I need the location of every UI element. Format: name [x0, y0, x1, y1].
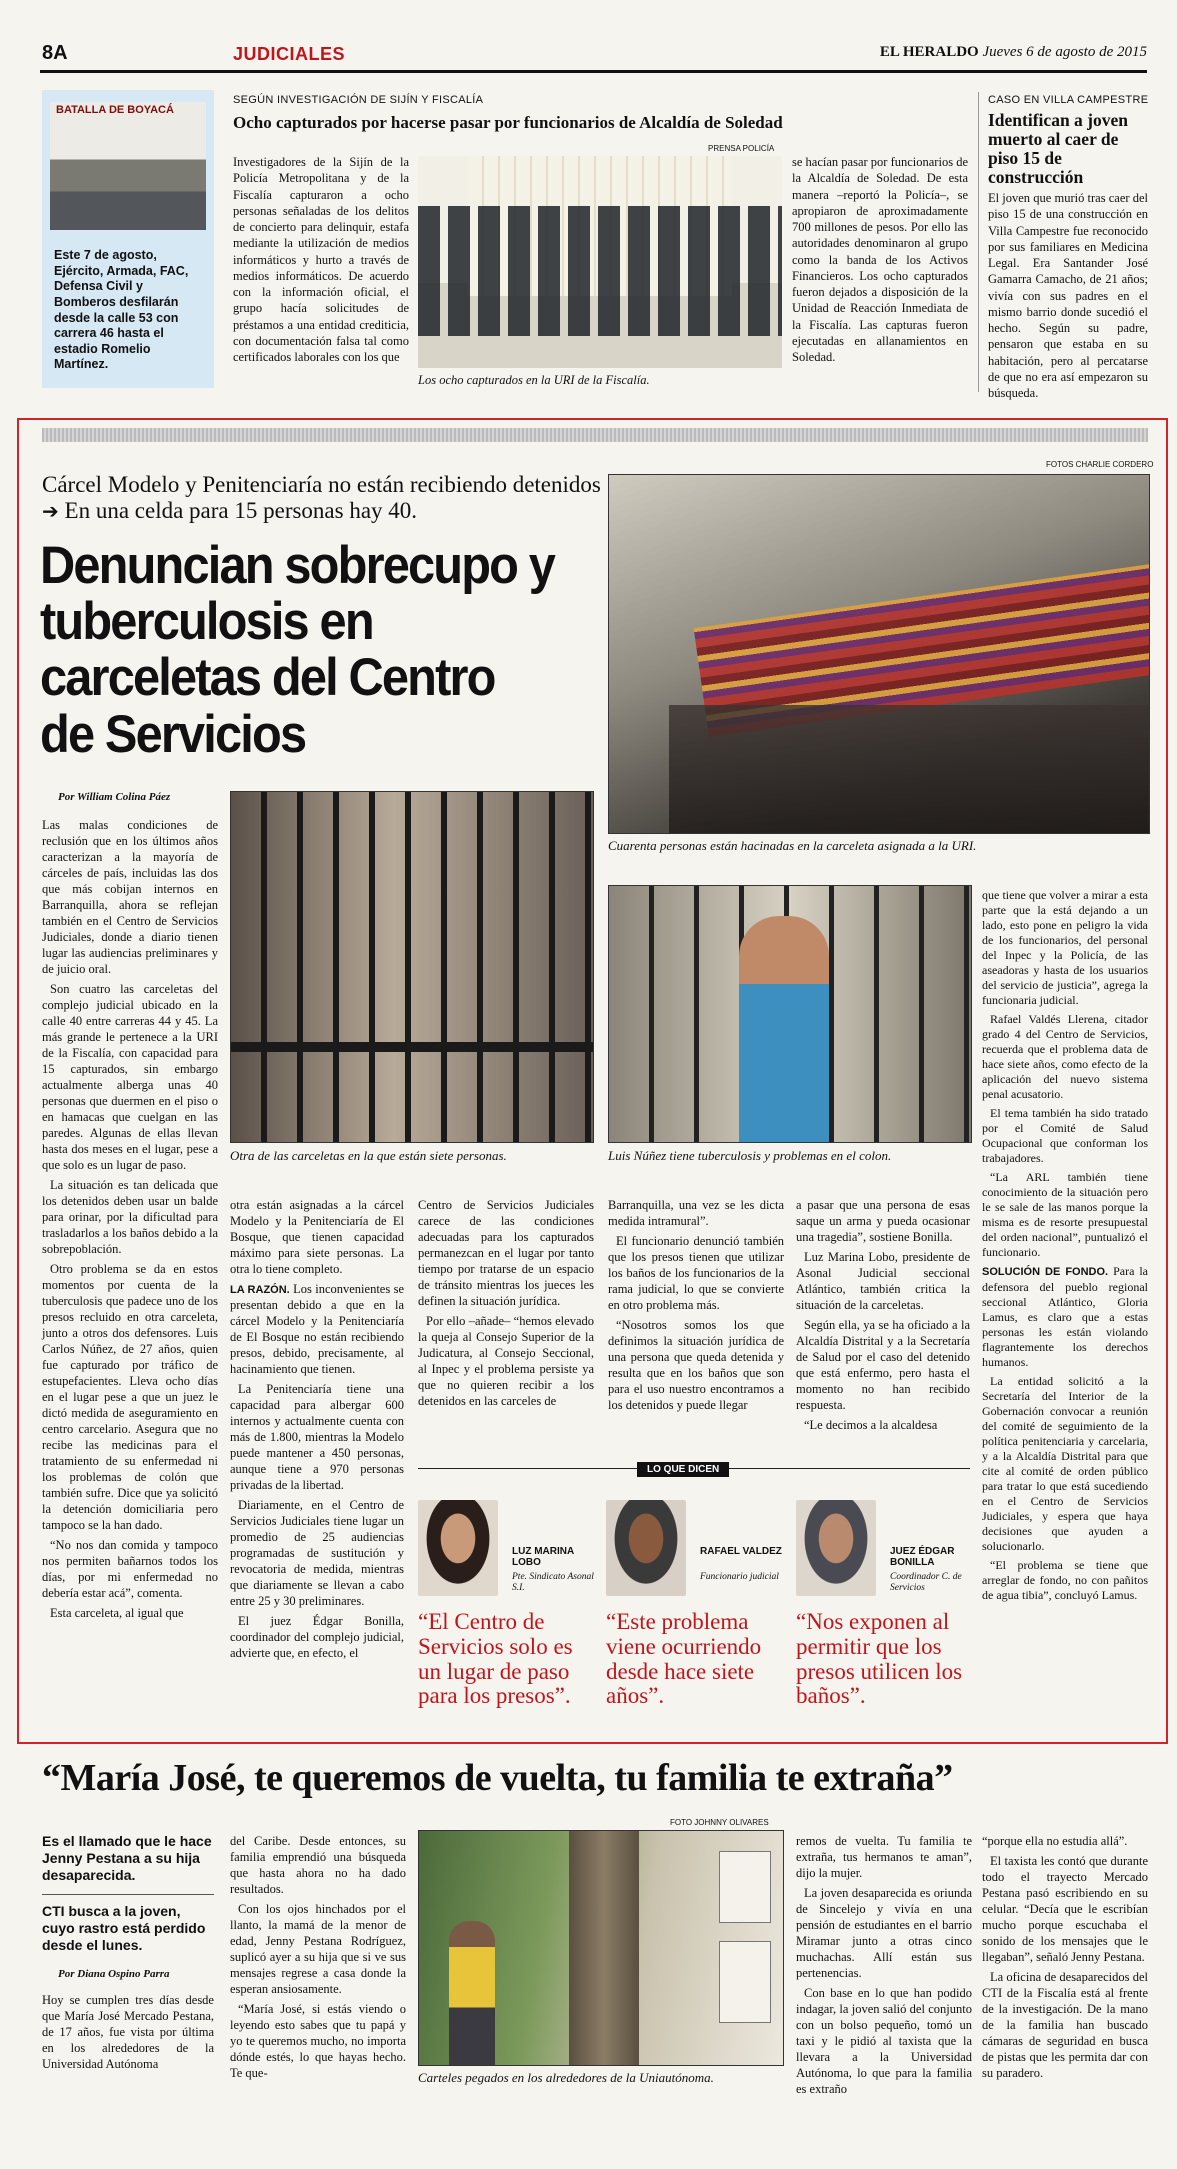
crowd-shadow — [669, 705, 1149, 833]
main-col6 — [982, 888, 1148, 1607]
paragraph: “No nos dan comida y tampoco nos permiten bañarnos todos los días, por mi enfermedad no debería estar acá”, comenta. — [42, 1538, 218, 1600]
paragraph — [982, 1264, 1148, 1370]
masked-caption: Luis Núñez tiene tuberculosis y problemas en el colon. — [608, 1148, 892, 1163]
bottom-photo-credit: FOTO JOHNNY OLIVARES — [670, 1818, 769, 1827]
paragraph: La joven desaparecida es oriunda de Sincelejo y vivía en una pensión de estudiantes en el barrio Miramar junto a otras cinco muchachas. Allí están sus pertenencias. — [796, 1886, 972, 1980]
issue-date: Jueves 6 de agosto de 2015 — [982, 44, 1147, 60]
bottom-lead1: Es el llamado que le hace Jenny Pestana a su hija desaparecida. — [42, 1833, 212, 1883]
paragraph: Centro de Servicios Judiciales carece de las condiciones adecuadas para los capturados permanezcan en el lugar por tanto tiempo por tratarse de un espacio de tránsito mientras los jueces les definen la situación jurídica. — [418, 1198, 594, 1308]
quote-name: JUEZ ÉDGAR BONILLA — [890, 1546, 955, 1568]
paragraph: otra están asignadas a la cárcel Modelo y la Penitenciaría de El Bosque, que tienen capacidad máximo para siete personas. La otra lo tiene completo. — [230, 1198, 404, 1276]
bottom-col1: Hoy se cumplen tres días desde que María José Mercado Pestana, de 17 años, fue vista por última en los alrededores de la Universidad Autónoma — [42, 1993, 214, 2071]
prisoner-figure — [739, 916, 829, 1142]
quote-name: LUZ MARINA LOBO — [512, 1546, 574, 1568]
bottom-col4 — [982, 1833, 1148, 2085]
section-lead: SOLUCIÓN DE FONDO. — [982, 1266, 1109, 1278]
lo-que-dicen-label: LO QUE DICEN — [637, 1462, 729, 1477]
paragraph: “La ARL también tiene conocimiento de la situación pero le se sale de las manos porque la misma es de resorte presupuestal del orden nacional”, puntualizó el funcionario. — [982, 1170, 1148, 1259]
main-photo-credit: FOTOS CHARLIE CORDERO — [1046, 460, 1154, 469]
paragraph: Con base en lo que han podido indagar, la joven salió del conjunto con un bolso pequeño, tomó un taxi y le pidió al taxista que la llevara a la Universidad Autónoma, lo que para la familia es extraño — [796, 1986, 972, 2096]
quote-photo-bonilla — [796, 1500, 876, 1596]
boyaca-text: Este 7 de agosto, Ejército, Armada, FAC, Defensa Civil y Bomberos desfilarán desde la calle 53 con carrera 46 hasta el estadio Romelio Martínez. — [54, 248, 189, 372]
bottom-byline: Por Diana Ospino Parra — [58, 1968, 170, 1980]
paragraph: “El problema se tiene que arreglar de fondo, no con pañitos de agua tibia”, concluyó Lamus. — [982, 1557, 1148, 1602]
bottom-lead2: CTI busca a la joven, cuyo rastro está perdido desde el lunes. — [42, 1903, 206, 1953]
bottom-col2 — [230, 1833, 406, 2085]
quote-text: “El Centro de Servicios solo es un lugar de paso para los presos”. — [418, 1609, 573, 1709]
main-col5 — [796, 1197, 970, 1437]
man-figure — [449, 1921, 495, 2065]
main-col1 — [42, 817, 218, 1625]
top-story-kicker: SEGÚN INVESTIGACIÓN DE SIJÍN Y FISCALÍA — [233, 94, 484, 106]
cell-bars — [231, 792, 593, 1142]
top-story-caption: Los ocho capturados en la URI de la Fiscalía. — [418, 373, 650, 387]
paragraph: a pasar que una persona de esas saque un arma y pueda ocasionar una tragedia”, sostiene Bonilla. — [796, 1198, 970, 1244]
paragraph: Barranquilla, una vez se les dicta medida intramural”. — [608, 1198, 784, 1228]
quote-text: “Nos exponen al permitir que los presos utilicen los baños”. — [796, 1609, 963, 1709]
paragraph: “porque ella no estudia allá”. — [982, 1834, 1128, 1848]
hammock-caption: Cuarenta personas están hacinadas en la carceleta asignada a la URI. — [608, 838, 977, 853]
poster-1 — [719, 1851, 771, 1923]
main-story-top-band — [42, 428, 1148, 442]
bottom-col3 — [796, 1833, 972, 2101]
paragraph: Son cuatro las carceletas del complejo judicial ubicado en la calle 40 entre carreras 44 y 45. La más grande le pertenece a la URI de la Fiscalía, con capacidad para 15 capturados, sin embargo actualmente alberga unas 40 personas que duermen en el piso o en hamacas que cuelgan en las paredes. Algunas de ellas llevan hasta dos meses en el lugar, pese a que solo es un lugar de paso. — [42, 982, 218, 1172]
paragraph: “Nosotros somos los que definimos la situación jurídica de una persona que queda detenida y resulta que en los baños que son para el uso nuestro encontramos a los detenidos y puede llegar — [608, 1318, 784, 1412]
cell-photo — [230, 791, 594, 1143]
paragraph: Esta carceleta, al igual que — [50, 1606, 184, 1620]
bottom-lead-rule — [42, 1894, 214, 1895]
paragraph: Las malas condiciones de reclusión que en los últimos años caracterizan a la mayoría de cárceles de país, incluidas las dos que más cobijan internos en Barranquilla, ahora se reflejan también en el Centro de Servicios Judiciales, donde a diario tienen lugar las audiencias preliminares y de juicio oral. — [42, 818, 218, 976]
deck-arrow-icon: ➔ — [42, 500, 59, 523]
paragraph: Según ella, ya se ha oficiado a la Alcaldía Distrital y a la Secretaría de Salud por el caso del detenido que está enfermo, pero hasta el momento no han recibido respuesta. — [796, 1318, 970, 1412]
right-story-headline: Identifican a joven muerto al caer de piso 15 de construcción — [988, 110, 1128, 187]
quote-role: Pte. Sindicato Asonal S.I. — [512, 1572, 594, 1593]
paragraph: El juez Édgar Bonilla, coordinador del complejo judicial, advierte que, en efecto, el — [230, 1614, 404, 1661]
page-number: 8A — [42, 42, 68, 64]
top-story-headline: Ocho capturados por hacerse pasar por funcionarios de Alcaldía de Soledad — [233, 113, 783, 132]
boyaca-box — [42, 90, 214, 388]
paper-name: EL HERALDO — [879, 44, 979, 60]
paragraph: La situación es tan delicada que los detenidos deben usar un balde para orinar, por la dificultad para trasladarlos a los baños debido a la sobrepoblación. — [42, 1178, 218, 1256]
section-label: JUDICIALES — [233, 44, 346, 64]
paragraph: Por ello –añade– “hemos elevado la queja al Consejo Superior de la Judicatura, al Consejo Seccional, al Inpec y el problema persiste ya que no quieren recibir a los detenidos en las carceles de — [418, 1314, 594, 1408]
cell-caption: Otra de las carceletas en la que están siete personas. — [230, 1148, 507, 1163]
posters-photo — [418, 1830, 784, 2066]
masked-photo — [608, 885, 972, 1143]
paragraph — [230, 1281, 404, 1377]
top-divider — [978, 92, 979, 392]
paragraph: que tiene que volver a mirar a esta parte que la está dejando a un lado, esto pone en peligro la vida de los funcionarios, del personal del Inpec y la Policía, de las aseadoras y hasta de los usuarios del servicio de justicia”, agrega la funcionaria judicial. — [982, 888, 1148, 1007]
hammock-photo — [608, 474, 1150, 834]
deck-part2: En una celda para 15 personas hay 40. — [64, 497, 418, 523]
quote-role: Coordinador C. de Servicios — [890, 1572, 962, 1593]
paragraph-text: Los inconvenientes se presentan debido a que en la cárcel Modelo y la Penitenciaría de El Bosque no están recibiendo presos, debido, precisamente, al hacinamiento que tienen. — [230, 1282, 404, 1377]
masthead-right — [880, 44, 1147, 61]
top-story-photo — [418, 156, 782, 368]
quote-photo-valdez — [606, 1500, 686, 1596]
section-lead: LA RAZÓN. — [230, 1284, 290, 1296]
top-story-credit: PRENSA POLICÍA — [708, 144, 775, 153]
main-headline: Denuncian sobrecupo y tuberculosis en carceletas del Centro de Servicios — [40, 536, 555, 764]
paragraph: remos de vuelta. Tu familia te extraña, tus hermanos te aman”, dijo la mujer. — [796, 1834, 972, 1880]
paragraph: Otro problema se da en estos momentos por cuenta de la tuberculosis que padece uno de los presos recluido en otra carceleta, junto a otros dos defensores. Luis Carlos Núñez, de 27 años, quien fue capturado por tráfico de estupefacientes. Lleva ocho días en el lugar pese a que un juez le dictó medida de aseguramiento en centro carcelario. Asegura que no recibe las medicinas para el tratamiento de su enfermedad ni los problemas de colón que también sufre. Dice que ya solicitó la detención domiciliaria pero tampoco se la han dado. — [42, 1262, 218, 1532]
paragraph: Rafael Valdés Llerena, citador grado 4 del Centro de Servicios, recuerda que el problema data de hace siete años, como efecto de la aplicación del nuevo sistema penal acusatorio. — [982, 1012, 1148, 1101]
right-story-kicker: CASO EN VILLA CAMPESTRE — [988, 94, 1149, 106]
boyaca-label: BATALLA DE BOYACÁ — [56, 104, 174, 116]
top-story-col2: se hacían pasar por funcionarios de la Alcaldía de Soledad. De esta manera –reportó la Policía–, se apropiaron de aproximadamente 700 millones de pesos. Por ello las autoridades denominaron al grupo como la banda de los Activos Financieros. Los ocho capturados fueron dejados a disposición de la Unidad de Reacción Inmediata de la Fiscalía. Las capturas fueron ejecutadas en allanamientos en Soledad. — [792, 155, 968, 364]
lineup-people — [418, 206, 782, 336]
posters-caption: Carteles pegados en los alrededores de la Uniautónoma. — [418, 2070, 714, 2085]
paragraph: “María José, si estás viendo o leyendo esto sabes que tu papá y yo te queremos mucho, no importa dónde estés, lo que hayas hecho. Te que- — [230, 2002, 406, 2080]
tree-trunk — [569, 1831, 639, 2065]
quote-name: RAFAEL VALDEZ — [700, 1546, 782, 1557]
main-col4 — [608, 1197, 784, 1417]
cell-crossbar — [231, 1042, 593, 1052]
paragraph: La entidad solicitó a la Secretaría del Interior de la Gobernación convocar a reunión del comité de seguimiento de la política penitenciaria y carcelaria, y a la Alcaldía Distrital para que cite al comité de orden público para tratar lo que está sucediendo en el Centro de Servicios Judiciales, y espera que haya decisiones que ayuden a solucionarlo. — [982, 1373, 1148, 1553]
boyaca-photo — [50, 102, 206, 230]
quote-role: Funcionario judicial — [700, 1572, 779, 1582]
poster-2 — [719, 1941, 771, 2023]
main-col2 — [230, 1197, 404, 1665]
paragraph: Diariamente, en el Centro de Servicios Judiciales tiene lugar un promedio de 25 audiencias programadas de sustitución y revocatoria de medida, mientras que diariamente se llevan a cabo entre 25 y 30 preliminares. — [230, 1498, 404, 1609]
quote-text: “Este problema viene ocurriendo desde hace siete años”. — [606, 1609, 762, 1709]
paragraph: El funcionario denunció también que los presos tienen que utilizar los baños de los funcionarios de la rama judicial, lo que se convierte en otro problema más. — [608, 1234, 784, 1312]
paragraph: “Le decimos a la alcaldesa — [804, 1418, 938, 1432]
main-col3 — [418, 1197, 594, 1413]
right-story-text: El joven que murió tras caer del piso 15 de una construcción en Villa Campestre fue reconocido por sus familiares en Medicina Legal. Era Santander José Gamarra Camacho, de 21 años; vivía con sus padres en el mismo barrio donde sucedió el hecho. Según su padre, pensaron que estaba en su habitación, pero al percatarse de que no era así empezaron su búsqueda. — [988, 191, 1148, 400]
paragraph-text: Para la defensora del pueblo regional seccional Atlántico, Gloria Lamus, es claro que a estas personas les están violando flagrantemente los derechos humanos. — [982, 1264, 1149, 1369]
masthead-rule — [40, 70, 1147, 73]
main-deck — [42, 472, 602, 524]
quote-photo-lobo — [418, 1500, 498, 1596]
paragraph: El tema también ha sido tratado por el Comité de Salud Ocupacional que conforman los trabajadores. — [982, 1106, 1148, 1165]
paragraph: del Caribe. Desde entonces, su familia emprendió una búsqueda que hasta ahora no ha dado resultados. — [230, 1834, 406, 1896]
paragraph: Con los ojos hinchados por el llanto, la mamá de la menor de edad, Jenny Pestana Rodríguez, suplicó ayer a su hija que si ve sus mensajes regrese a casa donde la esperan ansiosamente. — [230, 1902, 406, 1996]
paragraph: La oficina de desaparecidos del CTI de la Fiscalía está al frente de la investigación. De la mano de la familia han buscado cámaras de seguridad en busca de pistas que les permita dar con su paradero. — [982, 1970, 1148, 2080]
deck-part1: Cárcel Modelo y Penitenciaría no están recibiendo detenidos — [42, 472, 601, 497]
paragraph: Luz Marina Lobo, presidente de Asonal Judicial seccional Atlántico, también critica la situación de la carceletas. — [796, 1250, 970, 1312]
bottom-headline: “María José, te queremos de vuelta, tu familia te extraña” — [42, 1757, 953, 1799]
main-byline: Por William Colina Páez — [58, 791, 171, 803]
paragraph: La Penitenciaría tiene una capacidad para albergar 600 internos y actualmente cuenta con más de 1.800, mientras la Modelo puede mantener a 450 personas, aunque tiene a 970 personas privadas de la libertad. — [230, 1382, 404, 1493]
paragraph: El taxista les contó que durante todo el trayecto Mercado Pestana pasó escribiendo en su celular. “Decía que le escribían mucho porque escuchaba el sonido de los mensajes que le llegaban”, señaló Jenny Pestana. — [982, 1854, 1148, 1964]
top-story-col1: Investigadores de la Sijín de la Policía Metropolitana y de la Fiscalía capturaron a ocho personas señaladas de los delitos de concierto para delinquir, estafa mediante la utilización de medios informáticos y hurto a través de medios informáticos. De acuerdo con la información oficial, el grupo hacía solicitudes de préstamos a una entidad crediticia, con documentación falsa tal como certificados laborales con los que — [233, 155, 409, 364]
